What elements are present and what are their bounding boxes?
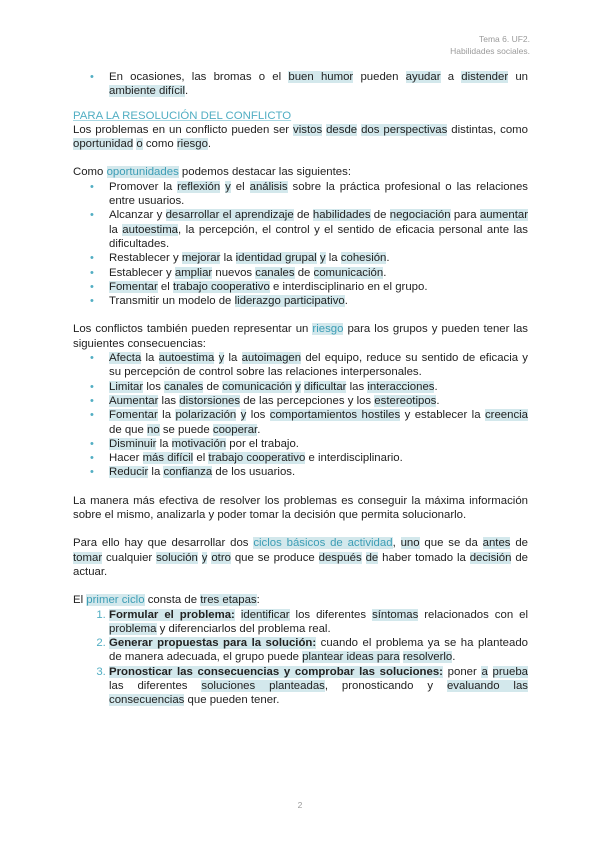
intro-list xyxy=(73,70,528,99)
list-item: • Hacer más difícil el trabajo cooperativo e interdisciplinario. xyxy=(109,451,528,465)
list-item: • Establecer y ampliar nuevos canales de comunicación. xyxy=(109,266,528,280)
paragraph-activity-cycles: Para ello hay que desarrollar dos ciclos básicos de actividad, uno que se da antes de tomar cualquier solución y otro que se produce después de haber tomado la decisión de actuar. xyxy=(73,537,529,578)
list-item: • Limitar los canales de comunicación y dificultar las interacciones. xyxy=(109,380,528,394)
list-item: • Transmitir un modelo de liderazgo participativo. xyxy=(109,294,528,308)
opportunities-list xyxy=(73,180,528,309)
risks-list xyxy=(73,351,528,480)
paragraph-first-cycle: El primer ciclo consta de tres etapas: xyxy=(73,594,260,607)
list-item: • Afecta la autoestima y la autoimagen del equipo, reduce su sentido de eficacia y su percepción de control sobre las relaciones interpersonales. xyxy=(109,351,528,380)
section-title: PARA LA RESOLUCIÓN DEL CONFLICTO xyxy=(73,109,292,122)
paragraph-risks: Los conflictos también pueden representar un riesgo para los grupos y pueden tener las siguientes consecuencias: xyxy=(73,323,528,350)
list-item: • Fomentar la polarización y los comportamientos hostiles y establecer la creencia de que no se puede cooperar. xyxy=(109,408,528,437)
list-item: • Alcanzar y desarrollar el aprendizaje de habilidades de negociación para aumentar la autoestima, la percepción, el control y el sentido de eficacia personal ante las dificultades. xyxy=(109,208,528,251)
list-item: 1. Formular el problema: identificar los diferentes síntomas relacionados con el problema y diferenciarlos del problema real. xyxy=(109,608,528,637)
paragraph-opportunities: Como oportunidades podemos destacar las siguientes: xyxy=(73,166,351,179)
header-topic: Tema 6. UF2. xyxy=(478,34,530,44)
list-item: • Restablecer y mejorar la identidad grupal y la cohesión. xyxy=(109,251,528,265)
list-item: • Fomentar el trabajo cooperativo e interdisciplinario en el grupo. xyxy=(109,280,528,294)
header-subject: Habilidades sociales. xyxy=(450,46,530,56)
list-item: • Promover la reflexión y el análisis sobre la práctica profesional o las relaciones entre usuarios. xyxy=(109,180,528,209)
page-number: 2 xyxy=(297,800,303,810)
steps-list xyxy=(73,608,528,708)
list-item: • Reducir la confianza de los usuarios. xyxy=(109,465,528,479)
paragraph-effective-resolution: La manera más efectiva de resolver los problemas es conseguir la máxima información sobre el mismo, analizarla y poder tomar la decisión que permita solucionarlo. xyxy=(73,494,528,522)
list-item: 3. Pronosticar las consecuencias y comprobar las soluciones: poner a prueba las diferentes soluciones planteadas, pronosticando y evaluando las consecuencias que pueden tener. xyxy=(109,665,528,708)
intro-bullet: • En ocasiones, las bromas o el buen humor pueden ayudar a distender un ambiente difícil. xyxy=(109,70,528,99)
document-body xyxy=(73,70,528,708)
list-item: • Aumentar las distorsiones de las percepciones y los estereotipos. xyxy=(109,394,528,408)
list-item: • Disminuir la motivación por el trabajo. xyxy=(109,437,528,451)
list-item: 2. Generar propuestas para la solución: cuando el problema ya se ha planteado de manera adecuada, el grupo puede plantear ideas para resolverlo. xyxy=(109,636,528,665)
paragraph-perspectives: Los problemas en un conflicto pueden ser vistos desde dos perspectivas distintas, como oportunidad o como riesgo. xyxy=(73,123,528,151)
page-header xyxy=(450,33,530,57)
